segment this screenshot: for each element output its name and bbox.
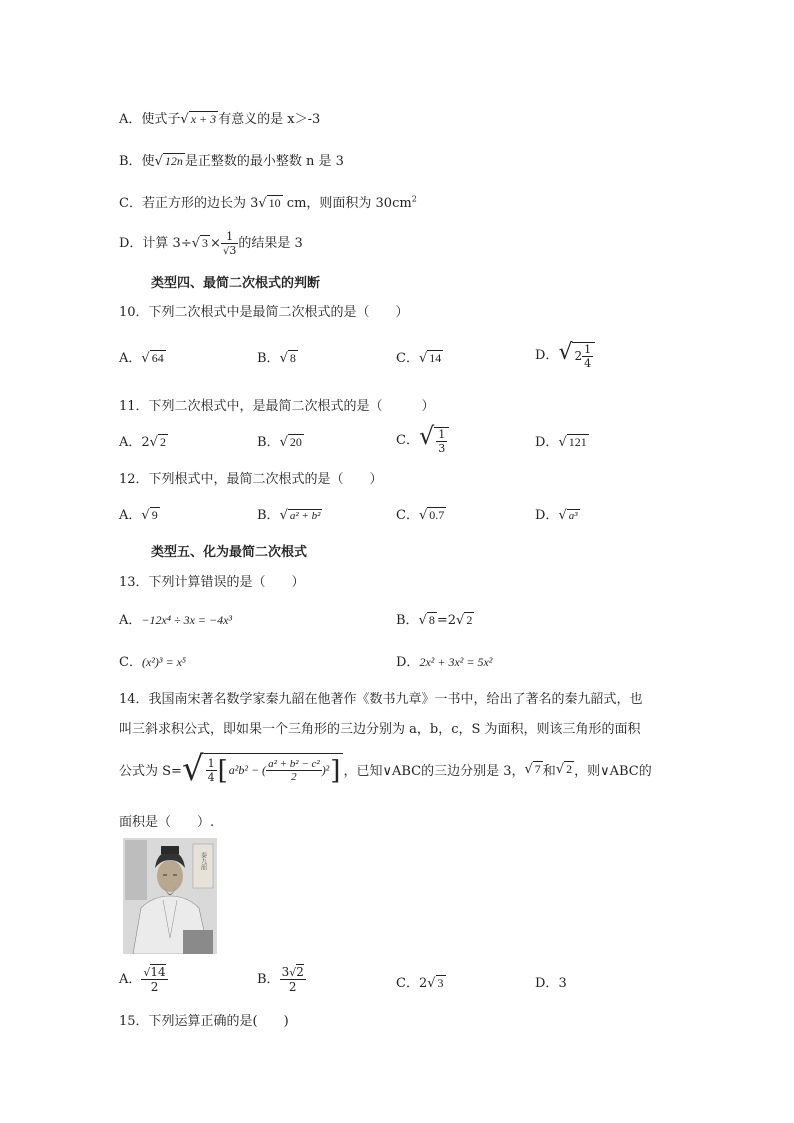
q12-option-b (257, 504, 322, 523)
coefficient: 3 (281, 965, 290, 979)
option-label: B． (257, 351, 280, 366)
q14-line-4: 面积是（ ）. (119, 815, 215, 830)
q13-option-a (119, 609, 232, 628)
q12-option-d (535, 504, 580, 523)
radicand: 14 (150, 965, 166, 979)
q10-option-a (119, 347, 166, 366)
q9-b-prefix: B．使 (119, 154, 155, 169)
q9-option-b (119, 150, 344, 169)
radicand: 14 (429, 351, 442, 365)
option-label: D． (535, 976, 559, 991)
radical-sign: √ (555, 761, 565, 777)
frac-numerator: 1 (207, 757, 215, 770)
radicand: 121 (568, 435, 587, 449)
radicand: 9 (151, 508, 158, 522)
option-label: C． (396, 351, 419, 366)
q13-option-c (119, 651, 186, 670)
radicand: 8 (428, 613, 435, 627)
q9-c-suffix: cm，则面积为 30cm (282, 196, 412, 211)
q9-option-c (119, 192, 417, 211)
option-label: A． (119, 972, 142, 987)
frac-denominator: 3 (229, 244, 237, 257)
expression: (x²)³ = x⁵ (141, 655, 187, 669)
q9-c-radicand: 10 (268, 196, 281, 210)
q14-formula-line (119, 749, 652, 789)
frac-denominator: 2 (288, 980, 297, 994)
expression-rest: =2 (436, 613, 457, 628)
radicand: 7 (534, 761, 541, 776)
formula-suffix: ，则∨ABC的 (574, 763, 652, 779)
q9-a-prefix: A．使式子 (119, 112, 181, 127)
frac-denominator: 4 (207, 771, 215, 784)
radicand: 2 (159, 435, 166, 449)
radical-sign: √ (258, 196, 267, 211)
radical-sign: √ (149, 435, 158, 450)
option-label: D． (396, 655, 420, 670)
option-label: C． (396, 433, 419, 448)
q14-line-2: 叫三斜求积公式，即如果一个三角形的三边分别为 a，b，c，S 为面积，则该三角形的面积 (119, 722, 641, 737)
radicand: 0.7 (429, 508, 445, 522)
q11-stem: 11．下列二次根式中，是最简二次根式的是（ ） (119, 399, 435, 414)
q10-option-c (396, 347, 443, 366)
q14-line-1: 14．我国南宋著名数学家秦九韶在他著作《数书九章》一书中，给出了著名的秦九韶式，也 (119, 692, 643, 707)
value: 3 (558, 976, 567, 991)
q9-b-radicand: 12n (164, 154, 183, 168)
formula-mid-text: ，已知∨ABC的三边分别是 3， (343, 763, 525, 779)
radical-sign: √ (141, 508, 150, 523)
q9-d-radicand: 3 (202, 236, 209, 250)
frac-denominator: 4 (584, 356, 592, 370)
radicand: 2 (566, 761, 573, 776)
radical-sign: √ (143, 966, 151, 979)
radical-sign: √ (427, 976, 436, 991)
option-label: C． (396, 976, 419, 991)
radical-sign: √ (558, 508, 567, 523)
q11-option-c (396, 422, 449, 455)
q10-option-b (257, 347, 298, 366)
radical-sign: √ (181, 749, 204, 789)
radical-sign: √ (279, 351, 288, 366)
option-label: C． (396, 508, 419, 523)
option-label: B． (396, 613, 419, 628)
option-label: D． (535, 508, 559, 523)
radical-sign: √ (558, 340, 573, 365)
coefficient: 2 (418, 976, 428, 991)
q14-option-b (257, 965, 306, 994)
option-label: B． (257, 508, 280, 523)
radical-sign: √ (222, 246, 230, 257)
radicand: 2 (296, 965, 304, 979)
q9-d-times: × (210, 236, 221, 251)
radical-sign: √ (289, 966, 297, 979)
q11-option-a (119, 431, 168, 450)
q9-d-fraction (221, 230, 238, 257)
q12-option-a (119, 504, 160, 523)
radicand: a² + b² (289, 510, 321, 522)
section-4-heading: 类型四、最简二次根式的判断 (151, 276, 321, 291)
and-text: 和 (542, 763, 556, 779)
radical-sign: √ (180, 112, 189, 127)
q9-c-superscript: 2 (411, 194, 417, 204)
q13-option-b (396, 609, 474, 628)
q14-option-a (119, 965, 168, 994)
expression: −12x⁴ ÷ 3x = −4x³ (141, 613, 233, 627)
frac-denominator: 3 (438, 441, 446, 455)
radical-sign: √ (456, 613, 465, 628)
radical-sign: √ (191, 236, 201, 251)
option-label: B． (257, 435, 280, 450)
q13-option-d (396, 651, 492, 670)
q9-a-suffix: 有意义的是 x＞-3 (218, 112, 321, 127)
option-label: D． (535, 435, 559, 450)
radicand: 3 (437, 976, 444, 990)
radicand: 64 (151, 351, 164, 365)
q9-d-prefix: D．计算 3÷ (119, 236, 192, 251)
q14-option-c (396, 972, 446, 991)
q9-d-suffix: 的结果是 3 (238, 236, 303, 251)
formula-prefix: 公式为 S= (119, 763, 182, 779)
option-label: A． (119, 508, 142, 523)
q9-b-suffix: 是正整数的最小整数 n 是 3 (184, 154, 344, 169)
frac-numerator: 1 (221, 230, 238, 244)
left-bracket: [ (217, 755, 228, 786)
option-label: A． (119, 613, 142, 628)
portrait-caption: 秦九韶 (199, 852, 207, 870)
coefficient: 2 (141, 435, 150, 450)
radicand: 8 (289, 351, 296, 365)
frac-denominator: 2 (150, 980, 159, 994)
radical-sign: √ (418, 351, 428, 366)
radical-sign: √ (418, 508, 428, 523)
option-label: A． (119, 351, 142, 366)
right-bracket: ] (330, 755, 341, 786)
radical-sign: √ (279, 508, 288, 523)
portrait-image (123, 838, 217, 954)
radicand: 2 (466, 613, 473, 627)
q10-stem: 10．下列二次根式中是最简二次根式的是（ ） (119, 305, 409, 320)
mixed-whole: 2 (574, 348, 583, 363)
option-label: B． (257, 972, 280, 987)
radical-sign: √ (418, 613, 427, 628)
radicand: a³ (568, 510, 578, 522)
q9-option-a (119, 108, 320, 127)
q12-stem: 12．下列根式中，最简二次根式的是（ ） (119, 472, 383, 487)
frac-denominator: 2 (291, 771, 297, 783)
option-label: C． (119, 655, 142, 670)
radicand: 20 (289, 435, 302, 449)
q14-option-d (535, 972, 567, 991)
expression: 2x² + 3x² = 5x² (419, 655, 493, 669)
q11-option-b (257, 431, 304, 450)
q10-option-d (535, 340, 595, 370)
q9-c-prefix: C．若正方形的边长为 3 (119, 196, 259, 211)
radical-sign: √ (524, 761, 533, 777)
radical-sign: √ (154, 154, 163, 169)
radical-sign: √ (558, 435, 567, 450)
q13-stem: 13．下列计算错误的是（ ） (119, 575, 305, 590)
q9-option-d (119, 230, 303, 257)
option-label: D． (535, 348, 559, 363)
formula-end: )² (321, 763, 330, 777)
formula-mid: a²b² − ( (228, 763, 267, 777)
frac-numerator: 1 (584, 342, 592, 356)
section-5-heading: 类型五、化为最简二次根式 (151, 545, 308, 560)
radical-sign: √ (279, 435, 288, 450)
radical-sign: √ (418, 422, 435, 450)
radical-sign: √ (141, 351, 150, 366)
option-label: A． (119, 435, 142, 450)
q12-option-c (396, 504, 446, 523)
q11-option-d (535, 431, 589, 450)
frac-numerator: 1 (438, 427, 446, 441)
q15-stem: 15．下列运算正确的是( ) (119, 1014, 289, 1029)
frac-numerator: a² + b² − c² (268, 758, 320, 770)
q9-a-radicand: x + 3 (190, 112, 217, 126)
formula-radicand (204, 753, 344, 786)
